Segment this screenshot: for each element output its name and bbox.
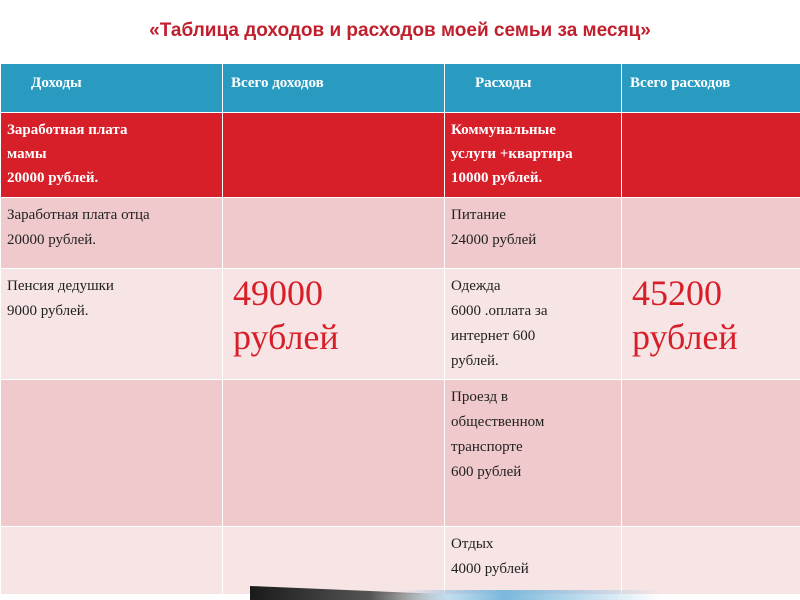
header-total-expenses: Всего расходов: [622, 64, 800, 113]
table-cell: [1, 380, 223, 527]
header-income: Доходы: [1, 64, 223, 113]
table-header-row: [1, 64, 800, 113]
table-cell: Пенсия дедушки 9000 рублей.: [1, 269, 223, 380]
table-cell: Заработная плата мамы 20000 рублей.: [1, 113, 223, 198]
table-cell: [223, 380, 445, 527]
table-cell: Питание 24000 рублей: [445, 198, 622, 269]
table-cell: [223, 198, 445, 269]
table-cell: [622, 527, 800, 595]
decorative-swoosh-accent: [400, 590, 660, 600]
table-cell: [1, 527, 223, 595]
total-income-value: 49000 рублей: [223, 269, 445, 380]
table-cell: [622, 198, 800, 269]
table-row: [1, 198, 800, 269]
table-cell: [223, 113, 445, 198]
table-row: [1, 527, 800, 595]
header-expenses: Расходы: [445, 64, 622, 113]
table-cell: Проезд в общественном транспорте 600 рублей: [445, 380, 622, 527]
header-total-income: Всего доходов: [223, 64, 445, 113]
page-title: «Таблица доходов и расходов моей семьи за месяц»: [149, 20, 651, 41]
table-cell: Отдых 4000 рублей: [445, 527, 622, 595]
table-row: [1, 380, 800, 527]
income-expense-table: [0, 63, 800, 595]
table-cell: [622, 380, 800, 527]
table-cell: [223, 527, 445, 595]
table-row: [1, 269, 800, 380]
table-cell: Заработная плата отца 20000 рублей.: [1, 198, 223, 269]
table-row: [1, 113, 800, 198]
table-cell: [622, 113, 800, 198]
table-cell: Одежда 6000 .оплата за интернет 600 рублей.: [445, 269, 622, 380]
total-expenses-value: 45200 рублей: [622, 269, 800, 380]
table-cell: Коммунальные услуги +квартира 10000 рублей.: [445, 113, 622, 198]
